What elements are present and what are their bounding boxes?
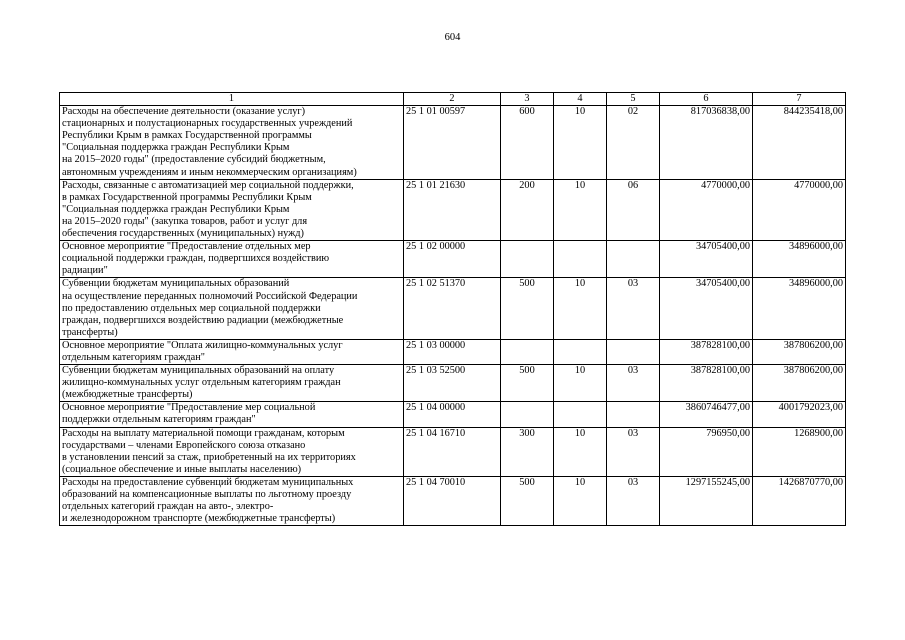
- amount-col7: 1426870770,00: [753, 476, 846, 525]
- target-article-code: 25 1 03 52500: [404, 365, 501, 402]
- amount-col6: 387828100,00: [660, 339, 753, 364]
- section-code: [554, 402, 607, 427]
- amount-col7: 4770000,00: [753, 179, 846, 240]
- column-header: 6: [660, 93, 753, 106]
- row-description: Расходы, связанные с автоматизацией мер социальной поддержки, в рамках Государственной программы Республики Крым "Социальная поддержка граждан Республики Крым на 2015–2020 годы" (закупка товаров, работ и услуг для обеспечения государственных (муниципальных) нужд): [60, 179, 404, 240]
- target-article-code: 25 1 04 16710: [404, 427, 501, 476]
- row-description: Основное мероприятие "Предоставление мер социальной поддержки отдельным категориям граждан": [60, 402, 404, 427]
- column-header: 4: [554, 93, 607, 106]
- header-row: [60, 93, 846, 106]
- amount-col6: 817036838,00: [660, 106, 753, 180]
- amount-col7: 34896000,00: [753, 278, 846, 339]
- amount-col7: 844235418,00: [753, 106, 846, 180]
- section-code: 10: [554, 365, 607, 402]
- target-article-code: 25 1 01 00597: [404, 106, 501, 180]
- subsection-code: 03: [607, 365, 660, 402]
- amount-col7: 4001792023,00: [753, 402, 846, 427]
- section-code: 10: [554, 427, 607, 476]
- target-article-code: 25 1 02 00000: [404, 241, 501, 278]
- subsection-code: 02: [607, 106, 660, 180]
- section-code: 10: [554, 278, 607, 339]
- row-description: Основное мероприятие "Предоставление отдельных мер социальной поддержки граждан, подвергшихся воздействию радиации": [60, 241, 404, 278]
- expense-type-code: 200: [501, 179, 554, 240]
- amount-col6: 3860746477,00: [660, 402, 753, 427]
- subsection-code: [607, 402, 660, 427]
- amount-col7: 387806200,00: [753, 365, 846, 402]
- subsection-code: 03: [607, 427, 660, 476]
- subsection-code: [607, 241, 660, 278]
- expense-type-code: 300: [501, 427, 554, 476]
- amount-col6: 1297155245,00: [660, 476, 753, 525]
- amount-col6: 387828100,00: [660, 365, 753, 402]
- table-row: [60, 241, 846, 278]
- row-description: Расходы на выплату материальной помощи гражданам, которым государствами – членами Европейского союза отказано в установлении пенсий за стаж, приобретенный на их территориях (социальное обеспечение и иные выплаты населению): [60, 427, 404, 476]
- target-article-code: 25 1 04 70010: [404, 476, 501, 525]
- target-article-code: 25 1 04 00000: [404, 402, 501, 427]
- budget-table: [59, 92, 846, 526]
- table-row: [60, 427, 846, 476]
- expense-type-code: 600: [501, 106, 554, 180]
- amount-col7: 387806200,00: [753, 339, 846, 364]
- expense-type-code: [501, 241, 554, 278]
- table-row: [60, 402, 846, 427]
- expense-type-code: [501, 339, 554, 364]
- section-code: 10: [554, 179, 607, 240]
- expense-type-code: 500: [501, 365, 554, 402]
- amount-col6: 4770000,00: [660, 179, 753, 240]
- expense-type-code: 500: [501, 476, 554, 525]
- column-header: 3: [501, 93, 554, 106]
- section-code: [554, 339, 607, 364]
- table-row: [60, 106, 846, 180]
- subsection-code: 03: [607, 278, 660, 339]
- row-description: Расходы на предоставление субвенций бюджетам муниципальных образований на компенсационные выплаты по льготному проезду отдельных категорий граждан на авто-, электро- и железнодорожном транспорте (межбюджетные трансферты): [60, 476, 404, 525]
- target-article-code: 25 1 01 21630: [404, 179, 501, 240]
- table-row: [60, 278, 846, 339]
- row-description: Расходы на обеспечение деятельности (оказание услуг) стационарных и полустационарных государственных учреждений Республики Крым в рамках Государственной программы "Социальная поддержка граждан Республики Крым на 2015–2020 годы" (предоставление субсидий бюджетным, автономным учреждениям и иным некоммерческим организациям): [60, 106, 404, 180]
- subsection-code: [607, 339, 660, 364]
- target-article-code: 25 1 02 51370: [404, 278, 501, 339]
- expense-type-code: 500: [501, 278, 554, 339]
- amount-col7: 1268900,00: [753, 427, 846, 476]
- subsection-code: 03: [607, 476, 660, 525]
- table-row: [60, 339, 846, 364]
- row-description: Основное мероприятие "Оплата жилищно-коммунальных услуг отдельным категориям граждан": [60, 339, 404, 364]
- amount-col6: 34705400,00: [660, 241, 753, 278]
- table-row: [60, 179, 846, 240]
- subsection-code: 06: [607, 179, 660, 240]
- page-number: 604: [444, 32, 461, 43]
- target-article-code: 25 1 03 00000: [404, 339, 501, 364]
- amount-col6: 34705400,00: [660, 278, 753, 339]
- table-row: [60, 365, 846, 402]
- section-code: 10: [554, 106, 607, 180]
- expense-type-code: [501, 402, 554, 427]
- column-header: 5: [607, 93, 660, 106]
- amount-col6: 796950,00: [660, 427, 753, 476]
- column-header: 2: [404, 93, 501, 106]
- column-header: 1: [60, 93, 404, 106]
- table-row: [60, 476, 846, 525]
- column-header: 7: [753, 93, 846, 106]
- amount-col7: 34896000,00: [753, 241, 846, 278]
- row-description: Субвенции бюджетам муниципальных образований на осуществление переданных полномочий Российской Федерации по предоставлению отдельных мер социальной поддержки граждан, подвергшихся воздействию радиации (межбюджетные трансферты): [60, 278, 404, 339]
- section-code: [554, 241, 607, 278]
- section-code: 10: [554, 476, 607, 525]
- row-description: Субвенции бюджетам муниципальных образований на оплату жилищно-коммунальных услуг отдельным категориям граждан (межбюджетные трансферты): [60, 365, 404, 402]
